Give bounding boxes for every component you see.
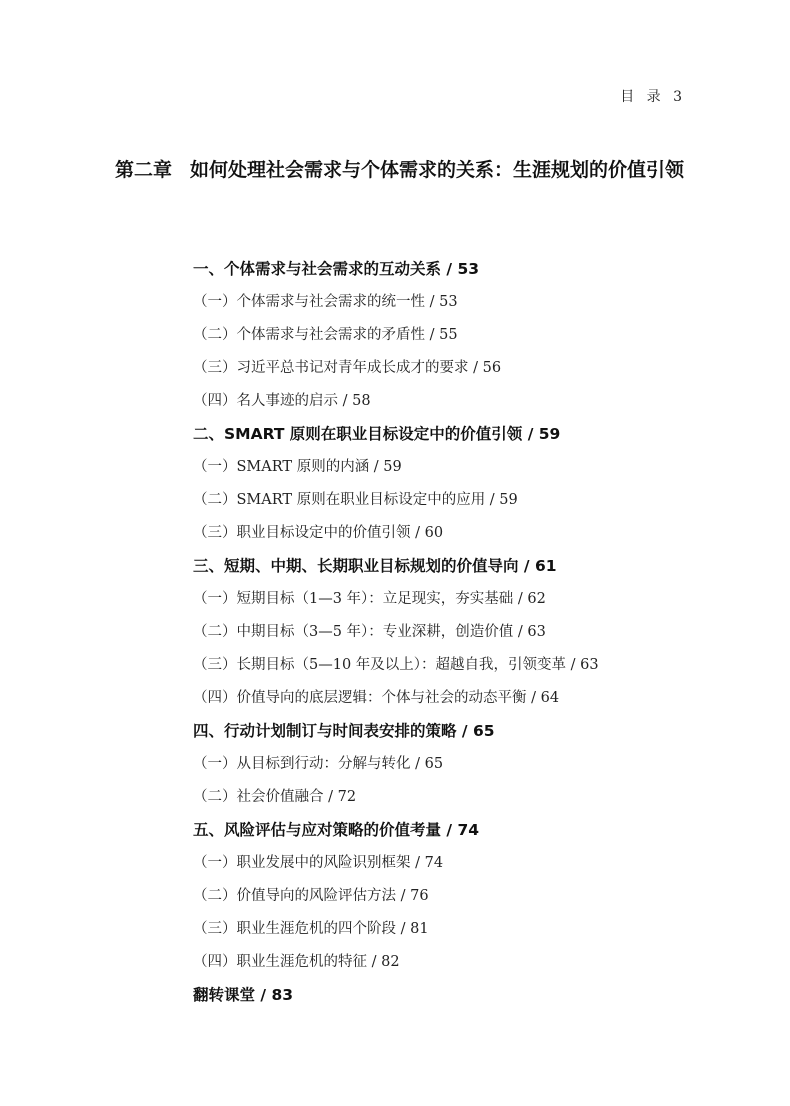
toc-subsection[interactable]: （四）名人事迹的启示 / 58 [193,393,371,409]
toc-subsection[interactable]: （二）价值导向的风险评估方法 / 76 [193,888,429,904]
toc-subsection[interactable]: （二）中期目标（3—5 年）：专业深耕，创造价值 / 63 [193,624,546,640]
toc-subsection[interactable]: （一）从目标到行动：分解与转化 / 65 [193,756,444,772]
toc-subsection[interactable]: （二）SMART 原则在职业目标设定中的应用 / 59 [193,492,518,508]
toc-subsection[interactable]: （四）职业生涯危机的特征 / 82 [193,954,400,970]
running-head: 目 录 3 [620,89,686,105]
toc-subsection[interactable]: （一）SMART 原则的内涵 / 59 [193,459,402,475]
toc-subsection[interactable]: （三）习近平总书记对青年成长成才的要求 / 56 [193,360,502,376]
chapter-title-text: 如何处理社会需求与个体需求的关系：生涯规划的价值引领 [190,159,685,181]
toc-subsection[interactable]: （三）长期目标（5—10 年及以上）：超越自我，引领变革 / 63 [193,657,599,673]
chapter-number: 第二章 [115,159,173,181]
toc-subsection[interactable]: （二）个体需求与社会需求的矛盾性 / 55 [193,327,458,343]
toc-subsection[interactable]: （三）职业目标设定中的价值引领 / 60 [193,525,444,541]
toc-section[interactable]: 二、SMART 原则在职业目标设定中的价值引领 / 59 [193,425,561,443]
toc-section[interactable]: 四、行动计划制订与时间表安排的策略 / 65 [193,722,495,740]
chapter-title [115,155,684,182]
toc-section[interactable]: 三、短期、中期、长期职业目标规划的价值导向 / 61 [193,557,557,575]
toc-subsection[interactable]: （四）价值导向的底层逻辑：个体与社会的动态平衡 / 64 [193,690,560,706]
toc-subsection[interactable]: （一）短期目标（1—3 年）：立足现实，夯实基础 / 62 [193,591,546,607]
toc-subsection[interactable]: （一）个体需求与社会需求的统一性 / 53 [193,294,458,310]
toc-subsection[interactable]: （三）职业生涯危机的四个阶段 / 81 [193,921,429,937]
toc-subsection[interactable]: （一）职业发展中的风险识别框架 / 74 [193,855,444,871]
toc-subsection[interactable]: （二）社会价值融合 / 72 [193,789,357,805]
toc-section[interactable]: 一、个体需求与社会需求的互动关系 / 53 [193,260,480,278]
table-of-contents [193,256,713,1015]
toc-section[interactable]: 五、风险评估与应对策略的价值考量 / 74 [193,821,480,839]
toc-section[interactable]: 翻转课堂 / 83 [193,986,294,1004]
